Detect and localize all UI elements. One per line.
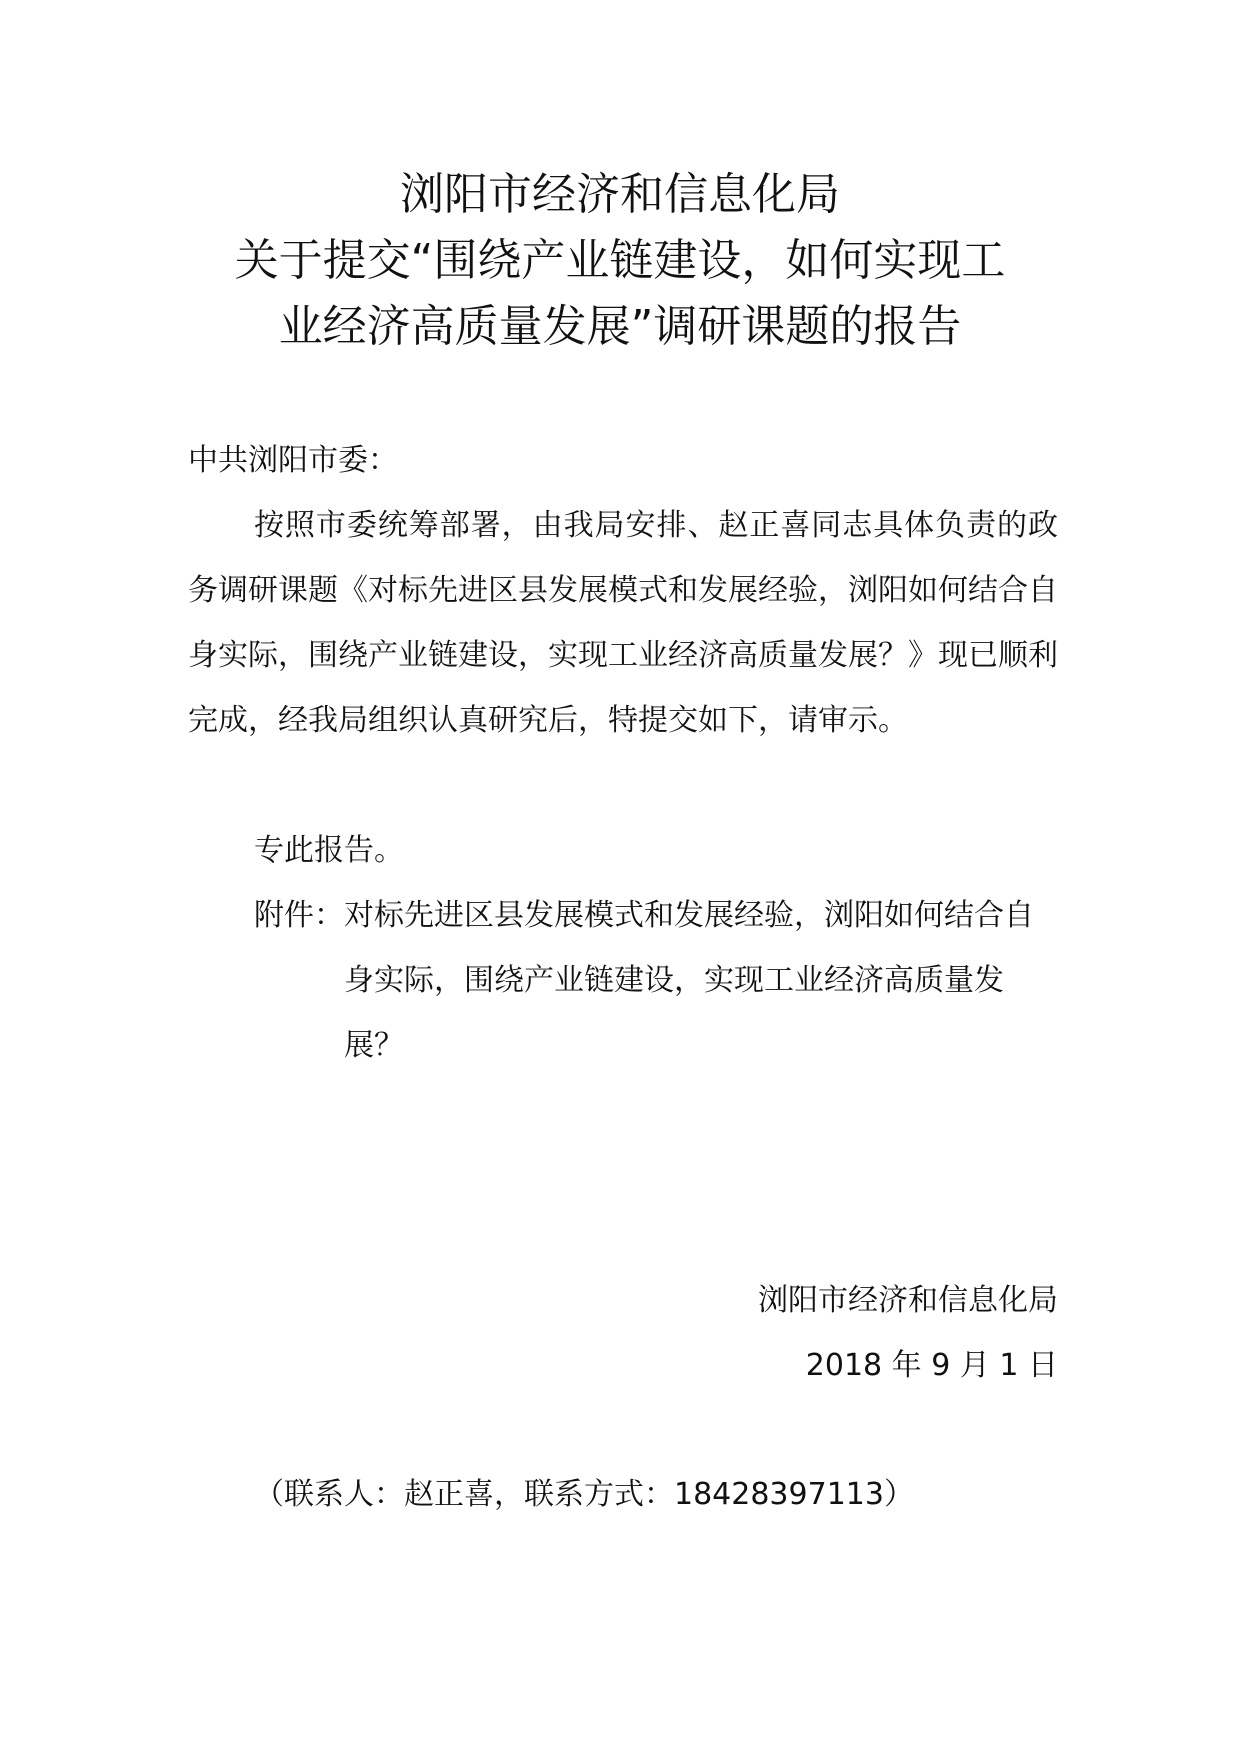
signature-organization: 浏阳市经济和信息化局 [758,1283,1058,1318]
attachment-text: 对标先进区县发展模式和发展经验，浏阳如何结合自身实际，围绕产业链建设，实现工业经济高质量发展？ [344,898,1034,1063]
signature-date: 2018 年 9 月 1 日 [805,1348,1058,1383]
attachment [254,883,1058,1078]
closing-line: 专此报告。 [254,833,404,868]
body-paragraph: 按照市委统筹部署，由我局安排、赵正喜同志具体负责的政务调研课题《对标先进区县发展模式和发展经验，浏阳如何结合自身实际，围绕产业链建设，实现工业经济高质量发展？》现已顺利完成，经我局组织认真研究后，特提交如下，请审示。 [188,508,1058,738]
title-line-1: 浏阳市经济和信息化局 [400,169,840,220]
title-line-2: 关于提交“围绕产业链建设，如何实现工 [234,235,1006,286]
attachment-label: 附件： [254,898,344,933]
title-line-3: 业经济高质量发展”调研课题的报告 [278,301,962,352]
contact-info: （联系人：赵正喜，联系方式：18428397113） [254,1477,914,1512]
salutation: 中共浏阳市委： [188,443,398,478]
document-title [0,162,1240,360]
